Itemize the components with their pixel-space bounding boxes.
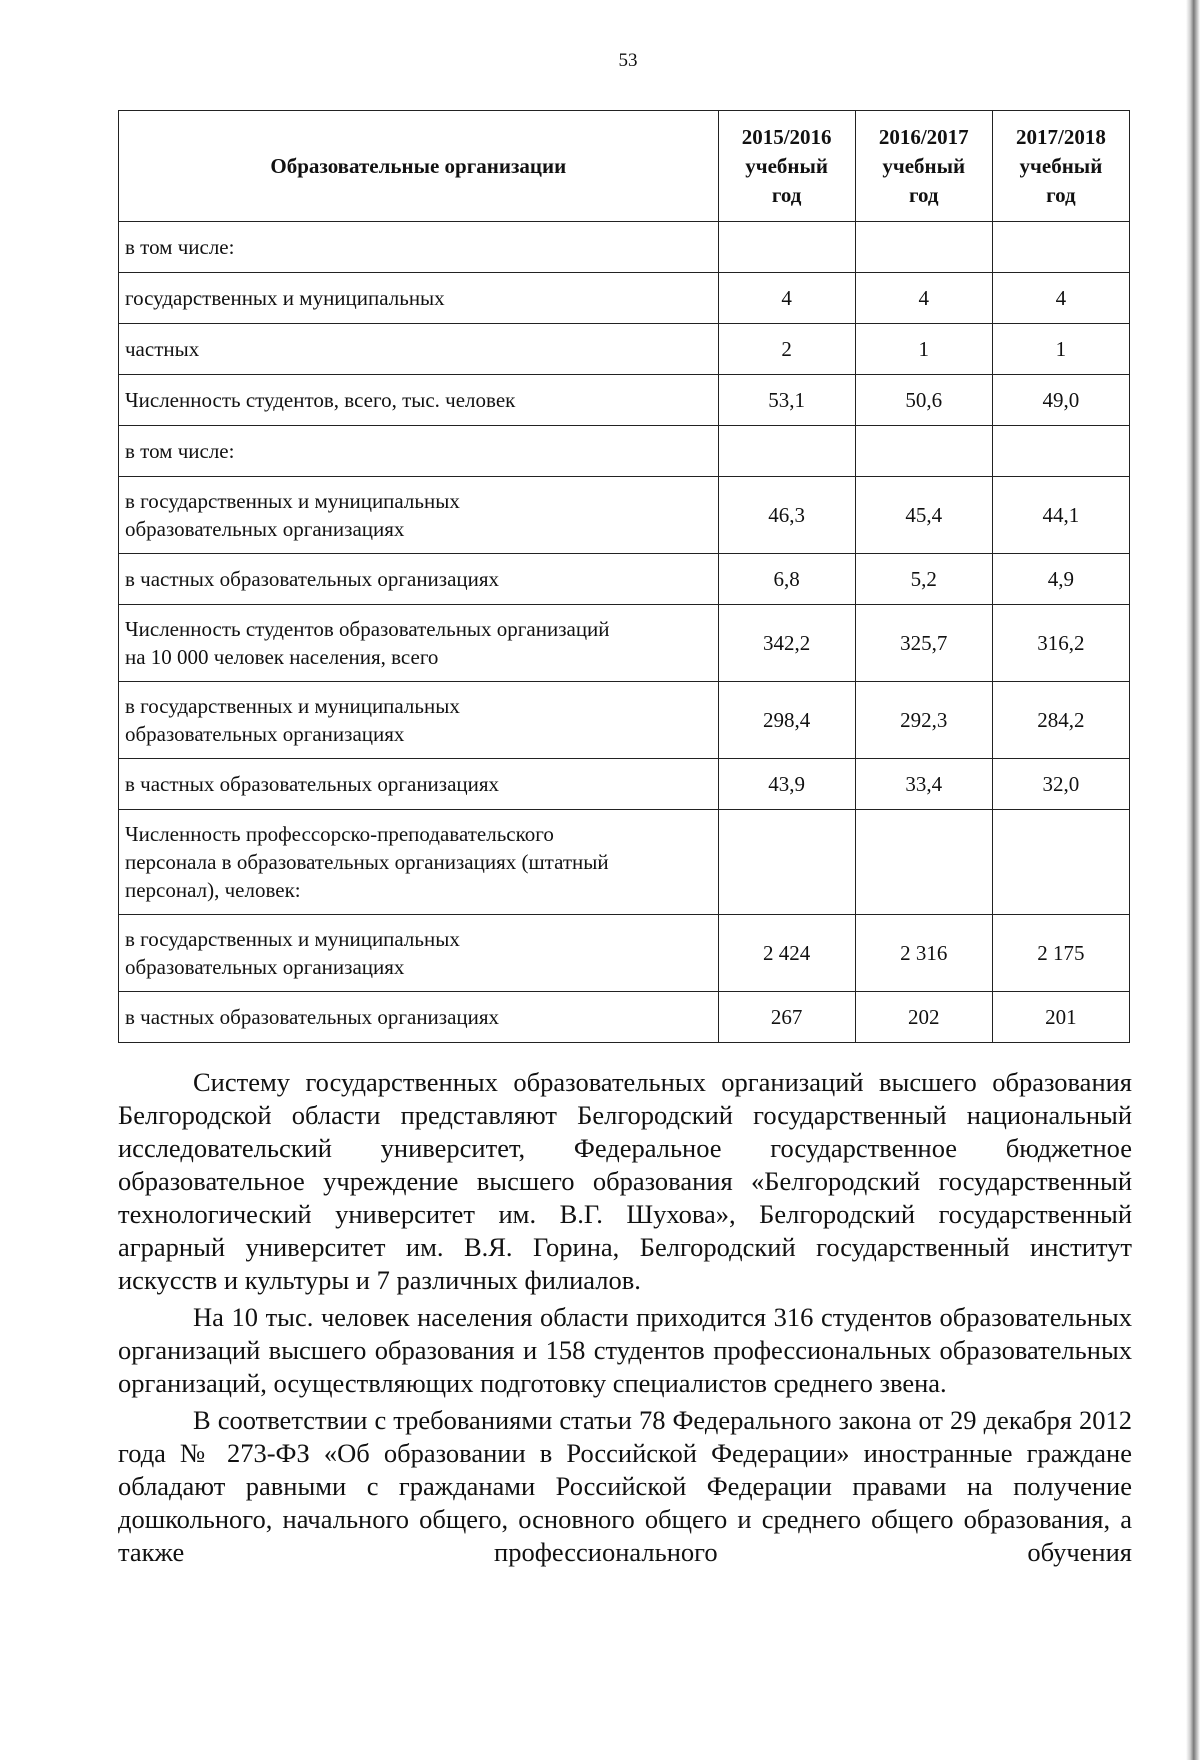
table-row — [119, 682, 1130, 759]
paragraph-universities: Систему государственных образовательных организаций высшего образования Белгородской области представляют Белгородский государственный национальный исследовательский университет, Федеральное государственное бюджетное образовательное учреждение высшего образования «Белгородский государственный технологический университет им. В.Г. Шухова», Белгородский государственный аграрный университет им. В.Я. Горина, Белгородский государственный институт искусств и культуры и 7 различных филиалов. — [118, 1067, 1132, 1295]
row-label-line: персонала в образовательных организациях (штатный — [125, 850, 609, 874]
scan-edge-decoration — [1186, 0, 1200, 1760]
row-label-line: на 10 000 человек населения, всего — [125, 645, 439, 669]
row-value — [718, 426, 855, 477]
header-organizations-text: Образовательные организации — [270, 153, 567, 178]
header-year-line: 2017/2018 — [1015, 124, 1106, 149]
body-text — [118, 1066, 1132, 1573]
row-value: 342,2 — [718, 605, 855, 682]
row-value: 298,4 — [718, 682, 855, 759]
header-year-2015 — [718, 111, 855, 222]
page-number: 53 — [618, 50, 638, 71]
row-label — [119, 477, 719, 554]
row-label-line: в государственных и муниципальных — [125, 694, 460, 718]
row-label-line: образовательных организациях — [125, 722, 405, 746]
row-label — [119, 324, 719, 375]
row-value: 46,3 — [718, 477, 855, 554]
row-label — [119, 915, 719, 992]
row-value — [992, 222, 1129, 273]
row-value: 32,0 — [992, 759, 1129, 810]
row-value: 292,3 — [855, 682, 992, 759]
row-value: 316,2 — [992, 605, 1129, 682]
row-value: 1 — [855, 324, 992, 375]
row-label-line: Численность студентов образовательных организаций — [125, 617, 610, 641]
row-label-line: Численность профессорско-преподавательского — [125, 822, 554, 846]
header-year-line: учебный — [882, 153, 966, 178]
row-label-line: в частных образовательных организациях — [125, 772, 500, 796]
row-label — [119, 375, 719, 426]
row-value: 4,9 — [992, 554, 1129, 605]
row-value: 5,2 — [855, 554, 992, 605]
row-label-line: государственных и муниципальных — [125, 286, 445, 310]
header-year-line: учебный — [1019, 153, 1103, 178]
row-value: 4 — [992, 273, 1129, 324]
row-value: 2 — [718, 324, 855, 375]
row-label-line: частных — [125, 337, 200, 361]
table-row — [119, 554, 1130, 605]
table-row — [119, 992, 1130, 1043]
row-value — [855, 426, 992, 477]
row-label-line: в государственных и муниципальных — [125, 489, 460, 513]
row-value — [992, 810, 1129, 915]
row-value — [718, 222, 855, 273]
row-value — [992, 426, 1129, 477]
header-year-2017 — [992, 111, 1129, 222]
row-label-line: в частных образовательных организациях — [125, 1005, 500, 1029]
row-value: 2 424 — [718, 915, 855, 992]
statistics-table — [118, 110, 1130, 1043]
row-value — [718, 810, 855, 915]
row-value: 6,8 — [718, 554, 855, 605]
table-row — [119, 324, 1130, 375]
row-value: 325,7 — [855, 605, 992, 682]
row-label — [119, 273, 719, 324]
table-row — [119, 222, 1130, 273]
table-row — [119, 915, 1130, 992]
row-value: 202 — [855, 992, 992, 1043]
table-row — [119, 477, 1130, 554]
row-label — [119, 992, 719, 1043]
row-label — [119, 759, 719, 810]
row-label-line: в государственных и муниципальных — [125, 927, 460, 951]
table-row — [119, 273, 1130, 324]
table-row — [119, 426, 1130, 477]
header-year-line: год — [771, 182, 802, 207]
row-value: 2 316 — [855, 915, 992, 992]
row-value: 1 — [992, 324, 1129, 375]
row-label-line: образовательных организациях — [125, 955, 405, 979]
header-year-line: учебный — [745, 153, 829, 178]
row-value: 2 175 — [992, 915, 1129, 992]
row-value: 44,1 — [992, 477, 1129, 554]
paragraph-foreign-citizens: В соответствии с требованиями статьи 78 Федерального закона от 29 декабря 2012 года № 273-ФЗ «Об образовании в Российской Федерации» иностранные граждане обладают равными с гражданами Российской Федерации правами на получение дошкольного, начального общего, основного общего и среднего общего образования, а также профессионального обучения — [118, 1405, 1132, 1567]
row-label-line: образовательных организациях — [125, 517, 405, 541]
row-value: 267 — [718, 992, 855, 1043]
row-value — [855, 810, 992, 915]
row-label — [119, 682, 719, 759]
row-label-line: в том числе: — [125, 235, 235, 259]
header-year-2016 — [855, 111, 992, 222]
header-year-line: 2016/2017 — [878, 124, 969, 149]
header-year-line: год — [909, 182, 939, 207]
row-label-line: персонал), человек: — [125, 878, 301, 902]
row-value: 33,4 — [855, 759, 992, 810]
row-label — [119, 426, 719, 477]
table-row — [119, 810, 1130, 915]
row-value: 43,9 — [718, 759, 855, 810]
row-label-line: в частных образовательных организациях — [125, 567, 500, 591]
row-value — [855, 222, 992, 273]
table-row — [119, 605, 1130, 682]
row-label-line: в том числе: — [125, 439, 235, 463]
table-row — [119, 759, 1130, 810]
row-value: 49,0 — [992, 375, 1129, 426]
row-value: 53,1 — [718, 375, 855, 426]
row-label — [119, 605, 719, 682]
row-value: 4 — [718, 273, 855, 324]
row-value: 4 — [855, 273, 992, 324]
row-label — [119, 810, 719, 915]
table-header-row — [119, 111, 1130, 222]
row-value: 50,6 — [855, 375, 992, 426]
header-organizations — [119, 111, 719, 222]
header-year-line: 2015/2016 — [741, 124, 832, 149]
row-label-line: Численность студентов, всего, тыс. человек — [125, 388, 516, 412]
row-value: 45,4 — [855, 477, 992, 554]
row-value: 284,2 — [992, 682, 1129, 759]
row-value: 201 — [992, 992, 1129, 1043]
row-label — [119, 222, 719, 273]
header-year-line: год — [1046, 182, 1076, 207]
paragraph-students-per-10k: На 10 тыс. человек населения области приходится 316 студентов образовательных организаций высшего образования и 158 студентов профессиональных образовательных организаций, осуществляющих подготовку специалистов среднего звена. — [118, 1302, 1132, 1398]
row-label — [119, 554, 719, 605]
table-row — [119, 375, 1130, 426]
